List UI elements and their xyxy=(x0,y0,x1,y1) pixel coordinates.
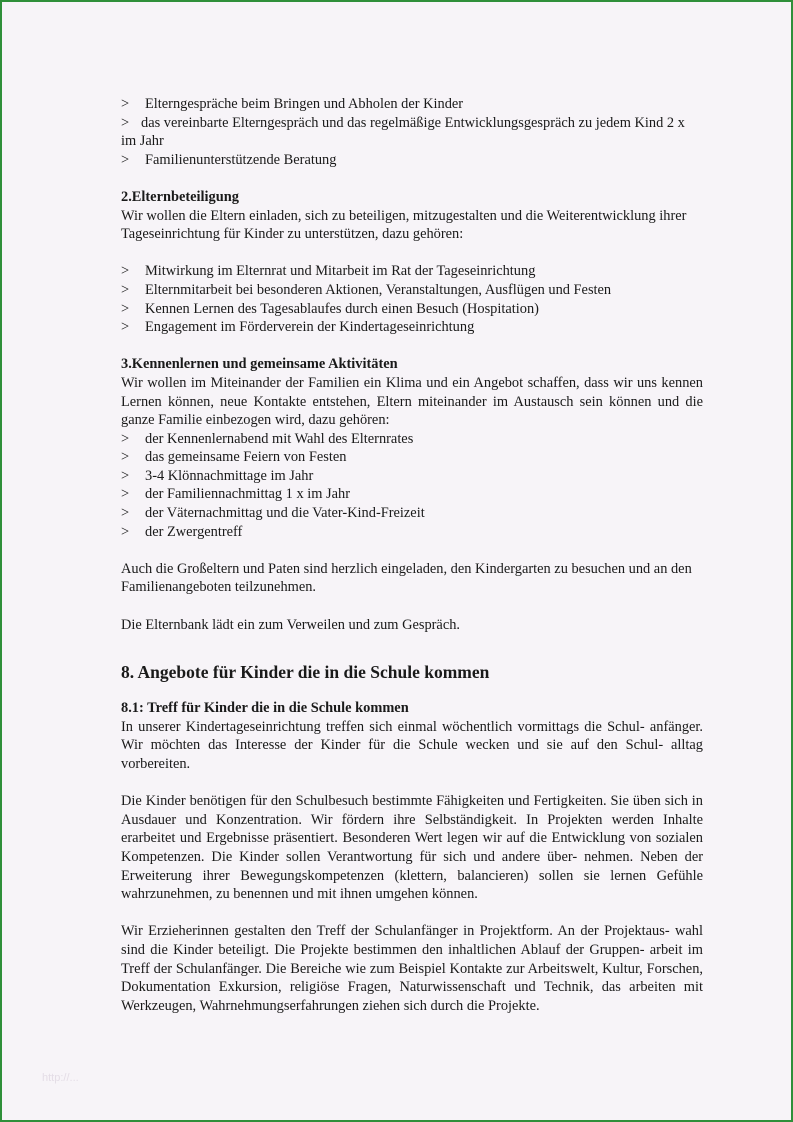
list-item: > Engagement im Förderverein der Kindertageseinrichtung xyxy=(121,319,475,336)
list-item: > Elterngespräche beim Bringen und Abholen der Kinder xyxy=(121,96,464,112)
paragraph: Wir Erzieherinnen gestalten den Treff der Schulanfänger in Projektform. An der Projektaus- wahl sind die Kinder beteiligt. Die Projekte bestimmen den inhaltlichen Ablauf der Gruppen- arbeit im Treff der Schulanfänger. Die Bereiche wie zum Beispiel Kontakte zur Arbeitswelt, Kultur, Forschen, Dokumentation Exkursion, religiöse Fragen, Naturwissenschaft und Technik, das arbeiten mit Werkzeugen, Wahrnehmungserfahrungen ziehen sich durch die Projekte. xyxy=(121,923,703,1014)
list-item: > Kennen Lernen des Tagesablaufes durch einen Besuch (Hospitation) xyxy=(121,300,539,317)
watermark: http://... xyxy=(42,1072,79,1084)
list-item: > der Zwergentreff xyxy=(121,523,243,540)
bullet-marker: > xyxy=(121,319,130,336)
list-item: > Familienunterstützende Beratung xyxy=(121,151,337,168)
bullet-marker: > xyxy=(121,467,130,484)
list-item: > Mitwirkung im Elternrat und Mitarbeit im Rat der Tageseinrichtung xyxy=(121,263,536,280)
section-heading: 3.Kennenlernen und gemeinsame Aktivitäten xyxy=(121,356,398,373)
sub-heading: 8.1: Treff für Kinder die in die Schule kommen xyxy=(121,700,409,717)
list-item: > Elternmitarbeit bei besonderen Aktionen, Veranstaltungen, Ausflügen und Festen xyxy=(121,281,612,298)
bullet-marker: > xyxy=(121,151,130,168)
paragraph: Die Kinder benötigen für den Schulbesuch bestimmte Fähigkeiten und Fertigkeiten. Sie üben sich in Ausdauer und Konzentration. Wir fördern ihre Selbständigkeit. In Projekten werden Inhalte erarbeitet und Ergebnisse präsentiert. Besonderen Wert legen wir auf die Entwicklung von sozialen Kompetenzen. Die Kinder sollen Verantwortung für sich und andere über- nehmen. Neben der Erweiterung ihrer Bewegungskompetenzen (klettern, balancieren) sollen sie lernen Gefühle wahrzunehmen, zu benennen und mit ihnen umgehen können. xyxy=(121,793,703,903)
section3-bullet-list xyxy=(121,430,703,542)
list-item: > das vereinbarte Elterngespräch und das regelmäßige Entwicklungsgespräch zu jedem Kind 2 x im Jahr xyxy=(121,114,685,150)
list-item: > der Familiennachmittag 1 x im Jahr xyxy=(121,486,351,503)
list-item: > 3-4 Klönnachmittage im Jahr xyxy=(121,467,314,484)
list-item: > der Väternachmittag und die Vater-Kind-Freizeit xyxy=(121,505,425,522)
paragraph: Auch die Großeltern und Paten sind herzlich eingeladen, den Kindergarten zu besuchen und an den Familienangeboten teilzunehmen. xyxy=(121,560,692,596)
bullet-marker: > xyxy=(121,263,130,280)
paragraph: Die Elternbank lädt ein zum Verweilen und zum Gespräch. xyxy=(121,616,461,633)
list-item: > das gemeinsame Feiern von Festen xyxy=(121,449,347,466)
list-item: > der Kennenlernabend mit Wahl des Elternrates xyxy=(121,430,414,447)
paragraph: Wir wollen die Eltern einladen, sich zu beteiligen, mitzugestalten und die Weiterentwicklung ihrer Tageseinrichtung für Kinder zu unterstützen, dazu gehören: xyxy=(121,207,687,243)
bullet-marker: > xyxy=(121,430,130,447)
bullet-marker: > xyxy=(121,449,130,466)
bullet-marker: > xyxy=(121,486,130,503)
bullet-marker: > xyxy=(121,281,130,298)
bullet-marker: > xyxy=(121,505,130,522)
intro-bullet-list xyxy=(121,95,703,169)
paragraph: Wir wollen im Miteinander der Familien ein Klima und ein Angebot schaffen, dass wir uns kennen Lernen können, neue Kontakte entstehen, Eltern miteinander im Austausch sein können und die ganze Familie einbezogen wird, dazu gehören: xyxy=(121,374,703,429)
chapter-heading: 8. Angebote für Kinder die in die Schule kommen xyxy=(121,662,490,683)
document-body xyxy=(121,95,703,1015)
paragraph: In unserer Kindertageseinrichtung treffen sich einmal wöchentlich vormittags die Schul- anfänger. Wir möchten das Interesse der Kinder für die Schule wecken und sie auf den Schul- alltag vorbereiten. xyxy=(121,718,703,772)
section-heading: 2.Elternbeteiligung xyxy=(121,188,239,205)
bullet-marker: > xyxy=(121,300,130,317)
section2-bullet-list xyxy=(121,262,703,336)
bullet-marker: > xyxy=(121,523,130,540)
bullet-marker: > xyxy=(121,96,130,112)
bullet-marker: > xyxy=(121,114,130,131)
